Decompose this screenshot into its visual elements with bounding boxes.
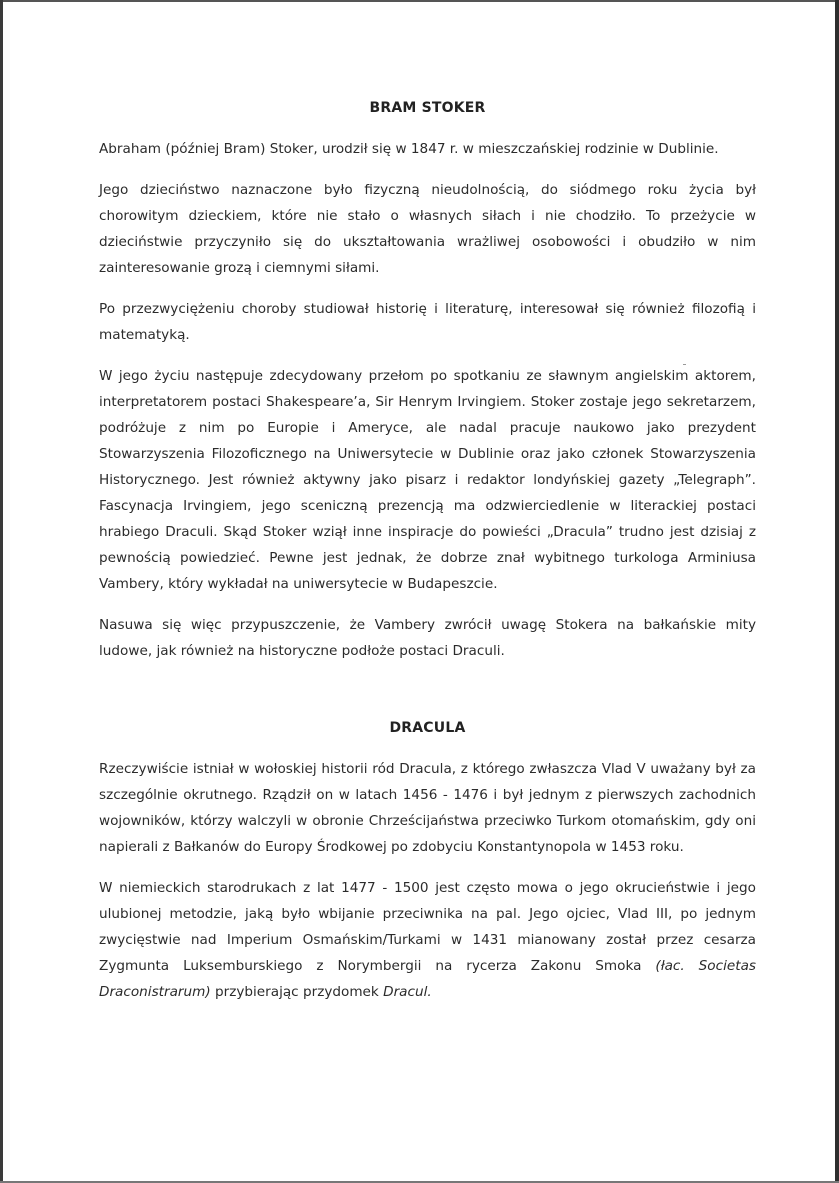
paragraph-text: W niemieckich starodrukach z lat 1477 - 1500 jest często mowa o jego okrucieństwie i jego ulubionej metodzie, jaką było wbijanie przeciwnika na pal. Jego ojciec, Vlad III, po jednym zwycięstwie nad Imperium Osmańskim/Turkami w 1431 mianowany został przez cesarza Zygmunta Luksemburskiego z Norymbergii na rycerza Zakonu Smoka <box>99 880 756 974</box>
paragraph: Jego dzieciństwo naznaczone było fizyczną nieudolnością, do siódmego roku życia był chorowitym dzieckiem, które nie stało o własnych siłach i nie chodziło. To przeżycie w dzieciństwie przyczyniło się do ukształtowania wrażliwej osobowości i obudziło w nim zainteresowanie grozą i ciemnymi siłami. <box>99 182 756 276</box>
scan-speck <box>683 364 686 365</box>
latin-term: (łac. Societas Draconistrarum) <box>99 958 756 1000</box>
nickname-term: Dracul. <box>383 984 432 1000</box>
section-title-bram-stoker: BRAM STOKER <box>369 100 486 116</box>
scan-edge-top <box>0 0 839 2</box>
paragraph: Po przezwyciężeniu choroby studiował historię i literaturę, interesował się również filozofią i matematyką. <box>99 301 756 343</box>
paragraph: Nasuwa się więc przypuszczenie, że Vambery zwrócił uwagę Stokera na bałkańskie mity ludowe, jak również na historyczne podłoże postaci Draculi. <box>99 617 756 659</box>
paragraph: W jego życiu następuje zdecydowany przełom po spotkaniu ze sławnym angielskim aktorem, interpretatorem postaci Shakespeare’a, Sir Henrym Irvingiem. Stoker zostaje jego sekretarzem, podróżuje z nim po Europie i Ameryce, ale nadal pracuje naukowo jako prezydent Stowarzyszenia Filozoficznego na Uniwersytecie w Dublinie oraz jako członek Stowarzyszenia Historycznego. Jest również aktywny jako pisarz i redaktor londyńskiej gazety „Telegraph”. Fascynacja Irvingiem, jego sceniczną prezencją ma odzwierciedlenie w literackiej postaci hrabiego Draculi. Skąd Stoker wziął inne inspiracje do powieści „Dracula” trudno jest dzisiaj z pewnością powiedzieć. Pewne jest jednak, że dobrze znał wybitnego turkologa Arminiusa Vambery, który wykładał na uniwersytecie w Budapeszcie. <box>99 368 756 592</box>
paragraph: Abraham (później Bram) Stoker, urodził się w 1847 r. w mieszczańskiej rodzinie w Dublinie. <box>99 141 719 157</box>
paragraph <box>99 875 756 1005</box>
section-title-dracula: DRACULA <box>389 720 466 736</box>
paragraph: Rzeczywiście istniał w wołoskiej historii ród Dracula, z którego zwłaszcza Vlad V uważany był za szczególnie okrutnego. Rządził on w latach 1456 - 1476 i był jednym z pierwszych zachodnich wojowników, którzy walczyli w obronie Chrześcijaństwa przeciwko Turkom otomańskim, gdy oni napierali z Bałkanów do Europy Środkowej po zdobyciu Konstantynopola w 1453 roku. <box>99 761 756 855</box>
scan-edge-right <box>835 0 839 1183</box>
scan-edge-left <box>0 0 3 1183</box>
paragraph-text: przybierając przydomek <box>214 984 379 1000</box>
document-body <box>99 96 756 1005</box>
